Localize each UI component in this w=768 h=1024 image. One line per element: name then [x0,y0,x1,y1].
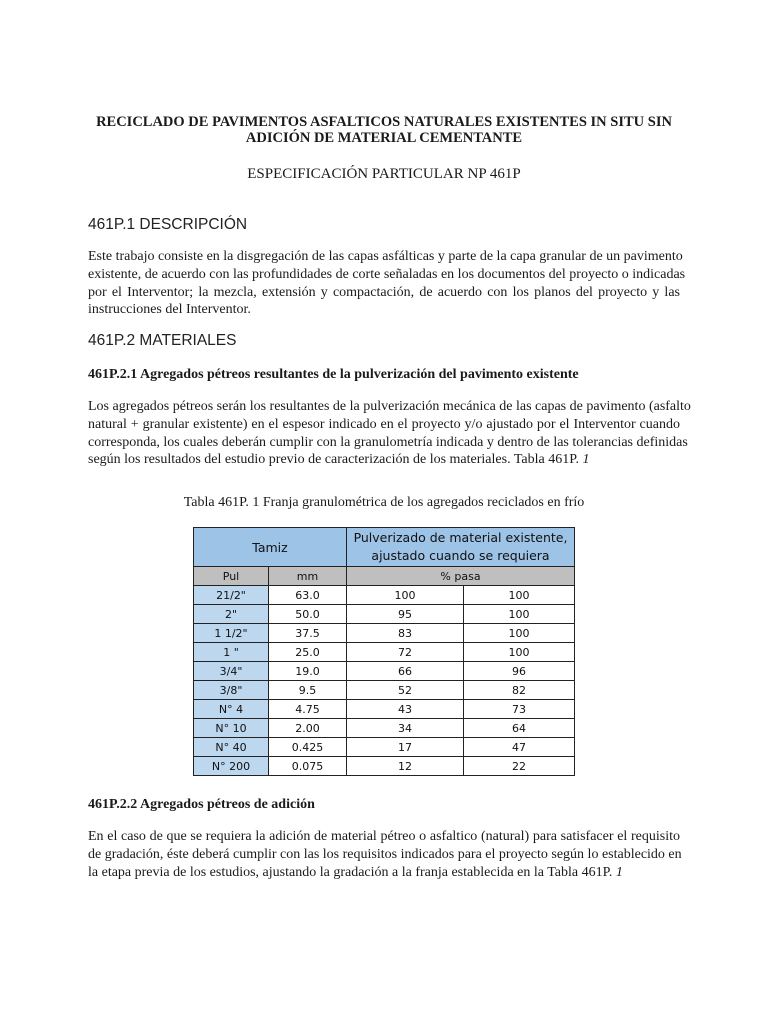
table-subheader-row [194,567,575,586]
subsection-heading-pulverizacion: 461P.2.1 Agregados pétreos resultantes de la pulverización del pavimento existente [88,367,579,382]
header-pulverizado [347,528,575,567]
cell-pul: N° 10 [194,719,269,738]
paragraph-line [88,451,680,469]
cell-pul: 21/2" [194,586,269,605]
table-reference-number: 1 [615,864,623,880]
cell-pasa-max: 100 [464,624,575,643]
paragraph-line: corresponda, los cuales deberán cumplir con la granulometría indicada y dentro de las tolerancias definidas [88,434,688,450]
cell-mm: 50.0 [269,605,347,624]
cell-pasa-max: 47 [464,738,575,757]
cell-pul: 1 " [194,643,269,662]
paragraph-line: instrucciones del Interventor. [88,302,251,318]
cell-pasa-max: 73 [464,700,575,719]
paragraph-line: por el Interventor; la mezcla, extensión y compactación, de acuerdo con los planos del proyecto y las [88,284,680,300]
paragraph-line: de gradación, éste deberá cumplir con las los requisitos indicados para el proyecto según lo establecido en [88,846,682,862]
gradation-table [193,527,575,776]
cell-pasa-min: 43 [347,700,464,719]
cell-pasa-min: 66 [347,662,464,681]
table-row [194,681,575,700]
cell-pul: N° 200 [194,757,269,776]
header-pulverizado-line-1: Pulverizado de material existente, [353,530,568,545]
header-pulverizado-line-2: ajustado cuando se requiera [371,548,550,563]
table-row [194,586,575,605]
table-header-row [194,528,575,567]
cell-pasa-min: 95 [347,605,464,624]
paragraph-line: Los agregados pétreos serán los resultantes de la pulverización mecánica de las capas de pavimento (asfalto [88,399,691,414]
paragraph-line: natural + granular existente) en el espesor indicado en el proyecto y/o ajustado por el Interventor cuando [88,416,680,432]
cell-pasa-min: 100 [347,586,464,605]
subheader-pul: Pul [194,567,269,586]
paragraph-line [88,864,680,882]
title-line-2: ADICIÓN DE MATERIAL CEMENTANTE [245,130,523,146]
cell-pasa-max: 100 [464,586,575,605]
cell-pul: 1 1/2" [194,624,269,643]
cell-pul: 3/4" [194,662,269,681]
cell-pasa-max: 96 [464,662,575,681]
header-tamiz: Tamiz [194,528,347,567]
cell-pasa-max: 22 [464,757,575,776]
cell-mm: 63.0 [269,586,347,605]
cell-pul: N° 40 [194,738,269,757]
paragraph-line-text: según los resultados del estudio previo de caracterización de los materiales. Tabla 461P. [88,452,579,468]
cell-pul: 2" [194,605,269,624]
document-subtitle: ESPECIFICACIÓN PARTICULAR NP 461P [247,166,521,182]
subheader-pasa: % pasa [347,567,575,586]
cell-pasa-min: 52 [347,681,464,700]
cell-mm: 0.075 [269,757,347,776]
cell-pasa-min: 34 [347,719,464,738]
cell-pasa-max: 82 [464,681,575,700]
cell-mm: 4.75 [269,700,347,719]
cell-pasa-min: 12 [347,757,464,776]
cell-pasa-min: 83 [347,624,464,643]
table-row [194,719,575,738]
table-row [194,757,575,776]
paragraph-line: En el caso de que se requiera la adición de material pétreo o asfaltico (natural) para satisfacer el requisito [88,829,680,844]
title-line-1: RECICLADO DE PAVIMENTOS ASFALTICOS NATURALES EXISTENTES IN SITU SIN [96,114,672,130]
table-row [194,700,575,719]
subsection-heading-adicion: 461P.2.2 Agregados pétreos de adición [88,797,315,812]
section-heading-materiales: 461P.2 MATERIALES [88,332,237,349]
table-row [194,738,575,757]
paragraph-line: existente, de acuerdo con las profundidades de corte señaladas en los documentos del proyecto o indicadas [88,266,686,282]
table-caption: Tabla 461P. 1 Franja granulométrica de los agregados reciclados en frío [183,495,585,510]
cell-pasa-max: 100 [464,643,575,662]
paragraph-adicion [88,828,680,881]
cell-pasa-max: 100 [464,605,575,624]
subheader-mm: mm [269,567,347,586]
table-row [194,643,575,662]
table-row [194,662,575,681]
paragraph-line-text: la etapa previa de los estudios, ajustando la gradación a la franja establecida en la Tabla 461P. [88,864,613,880]
cell-mm: 9.5 [269,681,347,700]
section-heading-descripcion: 461P.1 DESCRIPCIÓN [88,216,248,233]
cell-pul: N° 4 [194,700,269,719]
cell-mm: 2.00 [269,719,347,738]
paragraph-descripcion [88,248,686,319]
table-reference-number: 1 [582,452,590,468]
cell-pul: 3/8" [194,681,269,700]
cell-pasa-min: 72 [347,643,464,662]
cell-mm: 25.0 [269,643,347,662]
cell-mm: 37.5 [269,624,347,643]
cell-pasa-max: 64 [464,719,575,738]
table-row [194,624,575,643]
document-title [88,114,680,146]
table-row [194,605,575,624]
cell-mm: 19.0 [269,662,347,681]
cell-pasa-min: 17 [347,738,464,757]
cell-mm: 0.425 [269,738,347,757]
paragraph-pulverizacion [88,398,691,469]
paragraph-line: Este trabajo consiste en la disgregación de las capas asfálticas y parte de la capa granular de un pavimento [88,249,683,264]
